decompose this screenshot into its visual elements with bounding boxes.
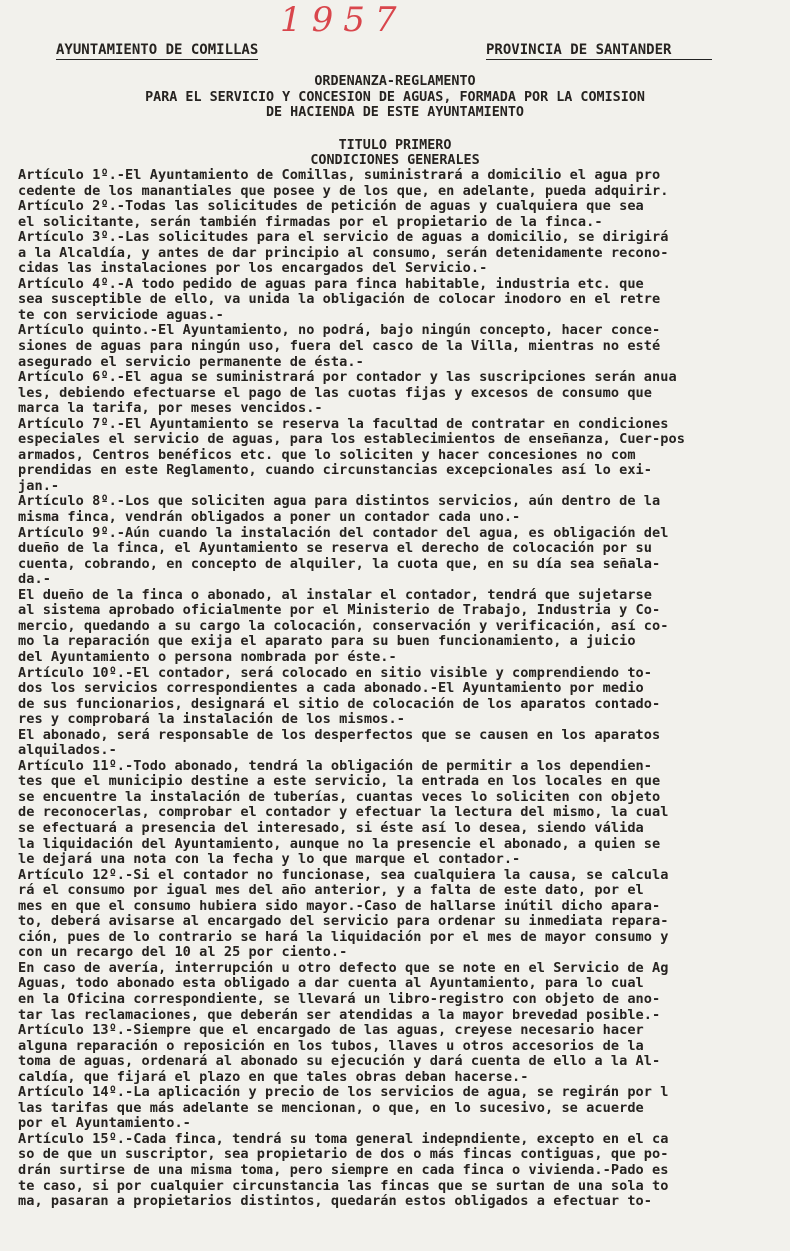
text-line: al sistema aprobado oficialmente por el Ministerio de Trabajo, Industria y Co-	[18, 603, 661, 619]
text-line: se efectuará a presencia del interesado, si éste así lo desea, siendo válida	[18, 820, 644, 836]
text-line: asegurado el servicio permanente de ésta.-	[18, 354, 364, 370]
text-line: res y comprobará la instalación de los mismos.-	[18, 712, 406, 728]
text-line: Artículo 10º.-El contador, será colocado en sitio visible y comprendiendo to-	[18, 665, 653, 681]
header-province: PROVINCIA DE SANTANDER	[486, 42, 712, 60]
section-title: TITULO PRIMERO	[338, 138, 452, 153]
text-line: toma de aguas, ordenará al abonado su ejecución y dará cuenta de ello a la Al-	[18, 1054, 661, 1070]
header-municipality: AYUNTAMIENTO DE COMILLAS	[56, 42, 259, 58]
text-line: el solicitante, serán también firmadas por el propietario de la finca.-	[18, 214, 603, 230]
text-line: misma finca, vendrán obligados a poner un contador cada uno.-	[18, 510, 521, 526]
text-line: Artículo 14º.-La aplicación y precio de los servicios de agua, se regirán por l	[18, 1085, 669, 1101]
text-line: alquilados.-	[18, 743, 117, 759]
text-line: Artículo 12º.-Si el contador no funcionase, sea cualquiera la causa, se calcula	[18, 867, 669, 883]
text-line: Artículo 11º.-Todo abonado, tendrá la obligación de permitir a los dependien-	[18, 758, 653, 774]
text-line: Artículo 15º.-Cada finca, tendrá su toma general indepndiente, excepto en el ca	[18, 1131, 669, 1147]
text-line: ción, pues de lo contrario se hará la liquidación por el mes de mayor consumo y	[18, 929, 669, 945]
text-line: sea susceptible de ello, va unida la obligación de colocar inodoro en el retre	[18, 292, 661, 308]
text-line: Artículo 7º.-El Ayuntamiento se reserva la facultad de contratar en condiciones	[18, 416, 669, 432]
text-line: te caso, si por cualquier circunstancia las fincas que se surtan de una sola to	[18, 1178, 669, 1194]
text-line: con un recargo del 10 al 25 por ciento.-	[18, 945, 348, 961]
text-line: rá el consumo por igual mes del año anterior, y a falta de este dato, por el	[18, 883, 644, 899]
text-line: les, debiendo efectuarse el pago de las cuotas fijas y excesos de consumo que	[18, 385, 653, 401]
section-subtitle: CONDICIONES GENERALES	[310, 153, 480, 168]
text-line: alguna reparación o reposición en los tubos, llaves u otros accesorios de la	[18, 1038, 644, 1054]
text-line: Aguas, todo abonado esta obligado a dar cuenta al Ayuntamiento, para lo cual	[18, 976, 644, 992]
text-line: armados, Centros benéficos etc. que lo soliciten y hacer concesiones no com	[18, 447, 636, 463]
text-line: Artículo 2º.-Todas las solicitudes de petición de aguas y cualquiera que sea	[18, 199, 644, 215]
text-line: te con serviciode aguas.-	[18, 307, 224, 323]
text-line: Artículo 3º.-Las solicitudes para el servicio de aguas a domicilio, se dirigirá	[18, 230, 669, 246]
text-line: mo la reparación que exija el aparato para su buen funcionamiento, a juicio	[18, 634, 636, 650]
text-line: especiales el servicio de aguas, para los establecimientos de enseñanza, Cuer-pos	[18, 432, 685, 448]
text-line: Artículo 9º.-Aún cuando la instalación del contador del agua, es obligación del	[18, 525, 669, 541]
text-line: so de que un suscriptor, sea propietario de dos o más fincas contiguas, que po-	[18, 1147, 669, 1163]
text-line: to, deberá avisarse al encargado del servicio para ordenar su inmediata repara-	[18, 914, 669, 930]
text-line: le dejará una nota con la fecha y lo que marque el contador.-	[18, 852, 521, 868]
text-line: de reconocerlas, comprobar el contador y efectuar la lectura del mismo, la cual	[18, 805, 669, 821]
text-line: tar las reclamaciones, que deberán ser atendidas a la mayor brevedad posible.-	[18, 1007, 661, 1023]
document-body	[18, 168, 790, 1210]
text-line: a la Alcaldía, y antes de dar principio al consumo, serán detenidamente recono-	[18, 245, 669, 261]
title-line-2: PARA EL SERVICIO Y CONCESION DE AGUAS, FORMADA POR LA COMISION	[145, 89, 645, 105]
title-line-1: ORDENANZA-REGLAMENTO	[314, 74, 476, 89]
text-line: por el Ayuntamiento.-	[18, 1116, 191, 1132]
text-line: Artículo 6º.-El agua se suministrará por contador y las suscripciones serán anua	[18, 370, 677, 386]
text-line: cuenta, cobrando, en concepto de alquiler, la cuota que, en su día sea señala-	[18, 556, 661, 572]
text-line: En caso de avería, interrupción u otro defecto que se note en el Servicio de Ag	[18, 960, 669, 976]
text-line: las tarifas que más adelante se mencionan, o que, en lo sucesivo, se acuerde	[18, 1100, 644, 1116]
text-line: Artículo quinto.-El Ayuntamiento, no podrá, bajo ningún concepto, hacer conce-	[18, 323, 661, 339]
text-line: cedente de los manantiales que posee y de los que, en adelante, pueda adquirir.	[18, 183, 669, 199]
text-line: El dueño de la finca o abonado, al instalar el contador, tendrá que sujetarse	[18, 587, 653, 603]
text-line: tes que el municipio destine a este servicio, la entrada en los locales en que	[18, 774, 661, 790]
text-line: dos los servicios correspondientes a cada abonado.-El Ayuntamiento por medio	[18, 681, 644, 697]
text-line: la liquidación del Ayuntamiento, aunque no la presencie el abonado, a quien se	[18, 836, 661, 852]
text-line: siones de aguas para ningún uso, fuera del casco de la Villa, mientras no esté	[18, 339, 661, 355]
text-line: jan.-	[18, 478, 60, 494]
text-line: Artículo 1º.-El Ayuntamiento de Comillas, suministrará a domicilio el agua pro	[18, 168, 661, 183]
text-line: El abonado, será responsable de los desperfectos que se causen en los aparatos	[18, 727, 661, 743]
text-line: Artículo 13º.-Siempre que el encargado de las aguas, creyese necesario hacer	[18, 1023, 644, 1039]
text-line: del Ayuntamiento o persona nombrada por éste.-	[18, 649, 397, 665]
document-title	[0, 74, 790, 121]
text-line: ma, pasaran a propietarios distintos, quedarán estos obligados a efectuar to-	[18, 1194, 653, 1210]
text-line: dueño de la finca, el Ayuntamiento se reserva el derecho de colocación por su	[18, 541, 653, 557]
section-heading	[0, 138, 790, 168]
text-line: mes en que el consumo hubiera sido mayor.-Caso de hallarse inútil dicho apara-	[18, 898, 661, 914]
handwritten-year: 1957	[280, 0, 407, 40]
text-line: Artículo 8º.-Los que soliciten agua para distintos servicios, aún dentro de la	[18, 494, 661, 510]
text-line: en la Oficina correspondiente, se llevará un libro-registro con objeto de ano-	[18, 991, 661, 1007]
text-line: Artículo 4º.-A todo pedido de aguas para finca habitable, industria etc. que	[18, 276, 644, 292]
title-line-3: DE HACIENDA DE ESTE AYUNTAMIENTO	[266, 105, 524, 120]
text-line: cidas las instalaciones por los encargados del Servicio.-	[18, 261, 488, 277]
text-line: drán surtirse de una misma toma, pero siempre en cada finca o vivienda.-Pado es	[18, 1163, 669, 1178]
text-line: marca la tarifa, por meses vencidos.-	[18, 401, 323, 417]
text-line: mercio, quedando a su cargo la colocación, conservación y verificación, así co-	[18, 618, 669, 634]
text-line: da.-	[18, 572, 51, 588]
text-line: se encuentre la instalación de tuberías, cuantas veces lo soliciten con objeto	[18, 789, 661, 805]
text-line: prendidas en este Reglamento, cuando circunstancias excepcionales así lo exi-	[18, 463, 653, 479]
text-line: de sus funcionarios, designará el sitio de colocación de los aparatos contado-	[18, 696, 661, 712]
text-line: caldía, que fijará el plazo en que tales obras deban hacerse.-	[18, 1069, 529, 1085]
